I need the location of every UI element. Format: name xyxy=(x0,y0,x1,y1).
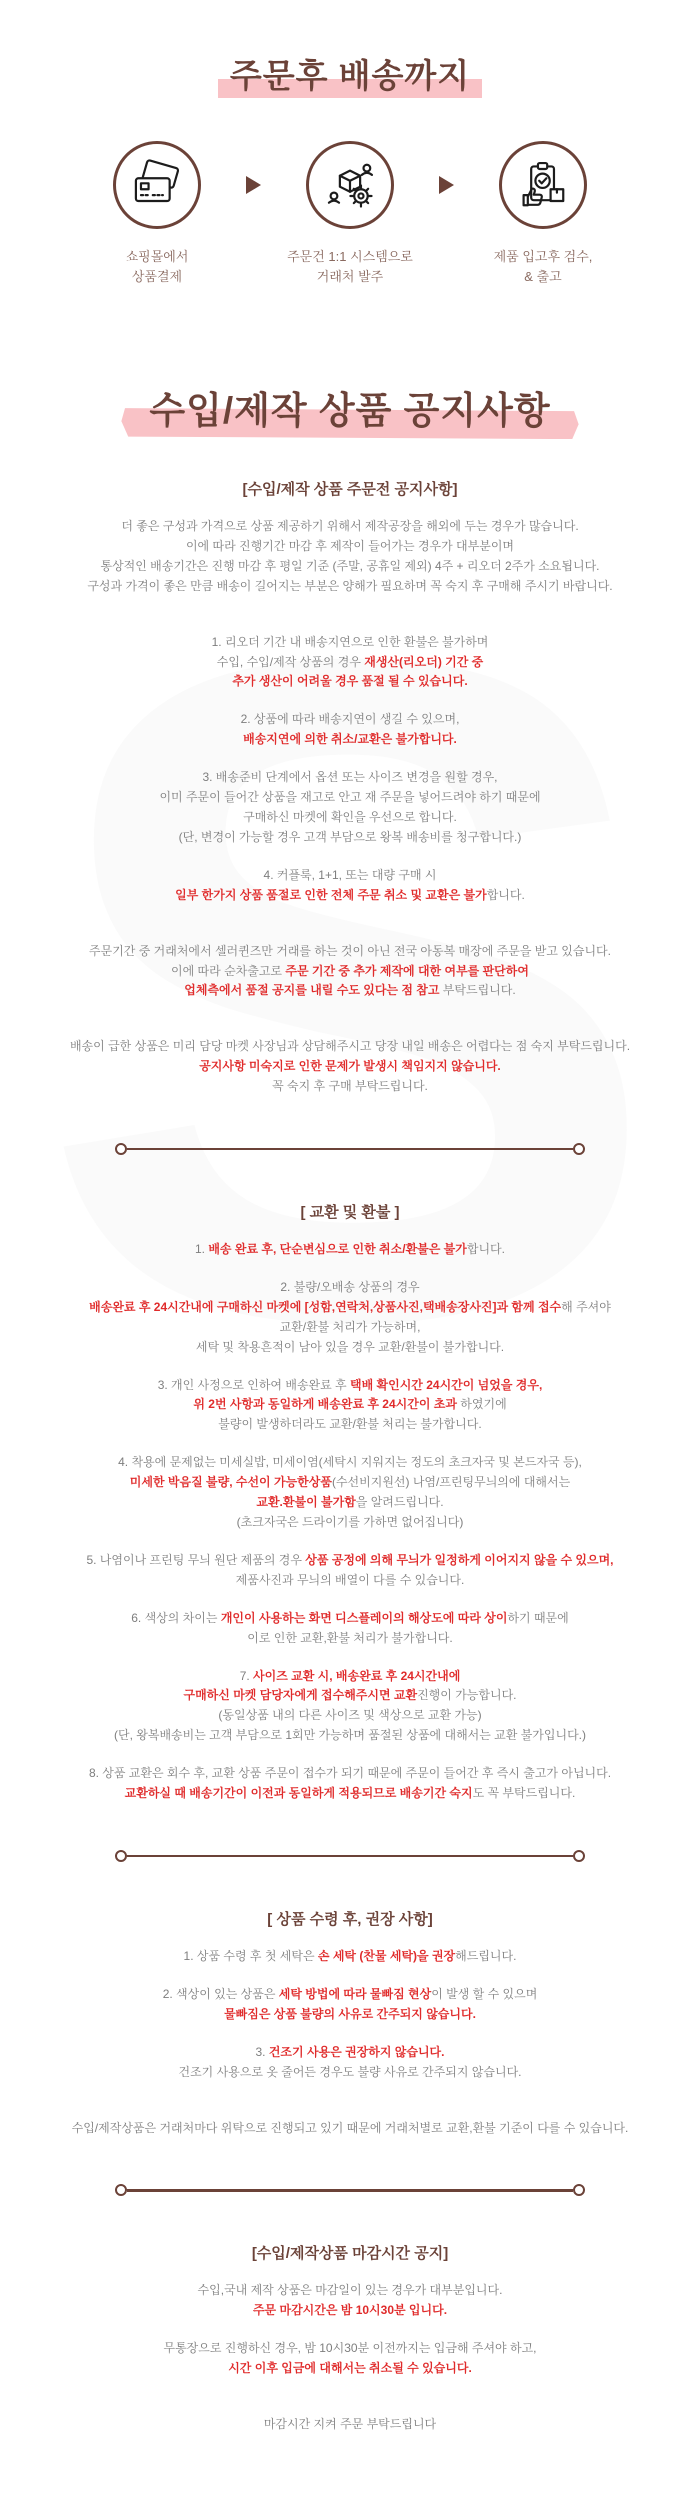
text-line xyxy=(18,1240,682,1260)
text-line xyxy=(18,1376,682,1396)
notice-paragraph xyxy=(18,2339,682,2379)
highlighted-text: 사이즈 교환 시, 배송완료 후 24시간내에 xyxy=(253,1668,461,1683)
order-process-flow xyxy=(0,141,700,286)
text-line xyxy=(18,1493,682,1513)
highlighted-text: 배송 완료 후, 단순변심으로 인한 취소/환불은 불가 xyxy=(208,1242,467,1257)
text-line xyxy=(18,577,682,597)
text-line xyxy=(18,788,682,808)
text-line xyxy=(18,1473,682,1493)
highlighted-text: 택배 확인시간 24시간이 넘었을 경우, xyxy=(350,1377,543,1392)
highlighted-text: 추가 생산이 어려울 경우 품절 될 수 있습니다. xyxy=(232,674,468,689)
divider-rule xyxy=(127,1855,573,1858)
divider-dot xyxy=(115,1143,127,1155)
body-text: 부탁드립니다. xyxy=(439,983,516,998)
body-text: 3. 개인 사정으로 인하여 배송완료 후 xyxy=(157,1377,350,1392)
notice-paragraph xyxy=(18,1453,682,1533)
text-line xyxy=(18,1551,682,1571)
text-line xyxy=(18,2063,682,2083)
text-line xyxy=(18,2359,682,2379)
notice-sections xyxy=(0,478,700,2493)
body-text: 해드립니다. xyxy=(455,1948,517,1963)
section-divider xyxy=(115,1143,585,1155)
body-text: 무통장으로 진행하신 경우, 밤 10시30분 이전까지는 입금해 주셔야 하고, xyxy=(163,2341,537,2356)
body-text: 진행이 가능합니다. xyxy=(417,1688,517,1703)
divider-dot xyxy=(115,2184,127,2196)
text-line xyxy=(18,653,682,673)
text-line xyxy=(18,710,682,730)
body-text: (동일상품 내의 다른 사이즈 및 색상으로 교환 가능) xyxy=(218,1708,482,1723)
body-text: 주문기간 중 거래처에서 셀러퀸즈만 거래를 하는 것이 아닌 전국 아동복 매장에 주문을 받고 있습니다. xyxy=(89,943,611,958)
highlighted-text: 일부 한가지 상품 품절로 인한 전체 주문 취소 및 교환은 불가 xyxy=(175,887,487,902)
body-text: (단, 왕복배송비는 고객 부담으로 1회만 가능하며 품절된 상품에 대해서는 교환 불가입니다.) xyxy=(114,1728,586,1743)
highlighted-text: 재생산(리오더) 기간 중 xyxy=(364,654,484,669)
body-text: 합니다. xyxy=(486,887,525,902)
body-text: 교환/환불 처리가 가능하며, xyxy=(279,1319,421,1334)
highlighted-text: 손 세탁 (찬물 세탁)을 권장 xyxy=(317,1948,456,1963)
text-line xyxy=(18,1338,682,1358)
text-line xyxy=(18,2281,682,2301)
notice-paragraph xyxy=(18,1278,682,1358)
text-line xyxy=(18,942,682,962)
body-text: 을 알려드립니다. xyxy=(355,1495,444,1510)
flow-arrow-icon xyxy=(246,176,261,194)
step-label xyxy=(494,247,593,286)
step-label xyxy=(126,247,189,286)
highlighted-text: 교환.환불이 불가함 xyxy=(256,1495,356,1510)
body-text: 2. 불량/오배송 상품의 경우 xyxy=(280,1279,420,1294)
step-circle xyxy=(113,141,201,229)
highlighted-text: 배송완료 후 24시간내에 구매하신 마켓에 [성함,연락처,상품사진,택배송장사진]과 함께 접수 xyxy=(89,1299,562,1314)
notice-paragraph xyxy=(18,1985,682,2025)
step-label-line: 쇼핑몰에서 xyxy=(125,249,189,264)
section-divider xyxy=(115,2184,585,2196)
notice-paragraph xyxy=(18,1551,682,1591)
highlighted-text: 물빠짐은 상품 불량의 사유로 간주되지 않습니다. xyxy=(224,2006,476,2021)
body-text: (수선비지원선) 나염/프린팅무늬의에 대해서는 xyxy=(331,1475,571,1490)
body-text: 합니다. xyxy=(466,1242,505,1257)
text-line xyxy=(18,1278,682,1298)
text-line xyxy=(18,2301,682,2321)
highlighted-text: 공지사항 미숙지로 인한 문제가 발생시 책임지지 않습니다. xyxy=(199,1059,501,1074)
step-circle xyxy=(306,141,394,229)
body-text: 구매하신 마켓에 확인을 우선으로 합니다. xyxy=(243,809,457,824)
body-text: 통상적인 배송기간은 진행 마감 후 평일 기준 (주말, 공휴일 제외) 4주 + 리오더 2주가 소요됩니다. xyxy=(100,558,600,573)
text-line xyxy=(18,981,682,1001)
text-line xyxy=(18,828,682,848)
body-text: 수입, 수입/제작 상품의 경우 xyxy=(216,654,365,669)
text-line xyxy=(18,1609,682,1629)
flow-step-payment xyxy=(68,141,246,286)
body-text: 8. 상품 교환은 회수 후, 교환 상품 주문이 접수가 되기 때문에 주문이 들어간 후 즉시 출고가 아닙니다. xyxy=(88,1766,612,1781)
flow-step-order-system xyxy=(261,141,439,286)
section-heading: [ 상품 수령 후, 권장 사항] xyxy=(267,1910,433,1928)
highlighted-text: 상품 공정에 의해 무늬가 일정하게 이어지지 않을 수 있으며, xyxy=(305,1552,614,1567)
notice-paragraph xyxy=(18,1240,682,1260)
body-text: 마감시간 지켜 주문 부탁드립니다 xyxy=(263,2417,437,2432)
text-line xyxy=(18,1947,682,1967)
text-line xyxy=(18,962,682,982)
body-text: 이로 인한 교환,환불 처리가 불가합니다. xyxy=(247,1630,453,1645)
text-line xyxy=(18,2119,682,2139)
text-line xyxy=(18,1298,682,1318)
body-text: 4. 착용에 문제없는 미세실밥, 미세이염(세탁시 지워지는 정도의 초크자국 및 본드자국 등), xyxy=(118,1455,582,1470)
highlighted-text: 미세한 박음질 불량, 수선이 가능한상품 xyxy=(129,1475,332,1490)
text-line xyxy=(18,1395,682,1415)
body-text: 하기 때문에 xyxy=(507,1610,569,1625)
highlighted-text: 시간 이후 입금에 대해서는 취소될 수 있습니다. xyxy=(228,2361,472,2376)
body-text: 이미 주문이 들어간 상품을 재고로 안고 재 주문을 넣어드려야 하기 때문에 xyxy=(159,790,541,805)
text-line xyxy=(18,730,682,750)
notice-paragraph xyxy=(18,710,682,750)
text-line xyxy=(18,866,682,886)
highlighted-text: 교환하실 때 배송기간이 이전과 동일하게 적용되므로 배송기간 숙지 xyxy=(124,1786,473,1801)
notice-paragraph xyxy=(18,517,682,597)
flow-title xyxy=(218,50,482,97)
flow-step-inspection xyxy=(454,141,632,286)
text-line xyxy=(18,633,682,653)
notice-paragraph xyxy=(18,633,682,693)
text-line xyxy=(18,1037,682,1057)
text-line xyxy=(18,808,682,828)
notice-paragraph xyxy=(18,1764,682,1804)
text-line xyxy=(18,1764,682,1784)
highlighted-text: 구매하신 마켓 담당자에게 접수해주시면 교환 xyxy=(183,1688,418,1703)
divider-dot xyxy=(115,1850,127,1862)
body-text: 구성과 가격이 좋은 만큼 배송이 길어지는 부분은 양해가 필요하며 꼭 숙지 후 구매해 주시기 바랍니다. xyxy=(87,578,613,593)
body-text: 건조기 사용으로 옷 줄어든 경우도 불량 사유로 간주되지 않습니다. xyxy=(178,2064,522,2079)
credit-cards-icon xyxy=(130,158,184,212)
body-text: 이에 따라 순차출고로 xyxy=(171,963,286,978)
highlighted-text: 위 2번 사항과 동일하게 배송완료 후 24시간이 초과 xyxy=(193,1397,457,1412)
step-circle xyxy=(499,141,587,229)
step-label-line: 주문건 1:1 시스템으로 xyxy=(287,249,413,264)
notice-title-wrap xyxy=(0,380,700,434)
section-divider xyxy=(115,1850,585,1862)
order-system-icon xyxy=(323,158,377,212)
text-line xyxy=(18,1077,682,1097)
body-text: 1. 리오더 기간 내 배송지연으로 인한 환불은 불가하며 xyxy=(211,634,489,649)
text-line xyxy=(18,1667,682,1687)
section-heading: [ 교환 및 환불 ] xyxy=(300,1204,400,1222)
notice-paragraph xyxy=(18,1667,682,1747)
body-text: 수입,국내 제작 상품은 마감일이 있는 경우가 대부분입니다. xyxy=(197,2283,503,2298)
step-label-line: & 출고 xyxy=(524,268,562,284)
text-line xyxy=(18,1686,682,1706)
notice-paragraph xyxy=(18,1037,682,1097)
body-text: 3. 배송준비 단계에서 옵션 또는 사이즈 변경을 원할 경우, xyxy=(202,770,498,785)
text-line xyxy=(18,1415,682,1435)
text-line xyxy=(18,768,682,788)
text-line xyxy=(18,1784,682,1804)
body-text: 제품사진과 무늬의 배열이 다를 수 있습니다. xyxy=(235,1572,465,1587)
step-label xyxy=(287,247,413,286)
notice-paragraph xyxy=(18,768,682,848)
body-text: 3. xyxy=(255,2044,269,2059)
highlighted-text: 주문 기간 중 추가 제작에 대한 여부를 판단하여 xyxy=(285,963,529,978)
body-text: 2. 색상이 있는 상품은 xyxy=(162,1986,279,2001)
divider-dot xyxy=(573,1850,585,1862)
notice-paragraph xyxy=(18,2043,682,2083)
step-label-line: 상품결제 xyxy=(131,268,183,284)
notice-paragraph xyxy=(18,2119,682,2139)
body-text: 도 꼭 부탁드립니다. xyxy=(472,1786,576,1801)
divider-dot xyxy=(573,2184,585,2196)
text-line xyxy=(18,557,682,577)
flow-title-text: 주문후 배송까지 xyxy=(218,57,482,98)
body-text: 불량이 발생하더라도 교환/환불 처리는 불가합니다. xyxy=(218,1417,482,1432)
notice-paragraph xyxy=(18,942,682,1002)
flow-arrow-icon xyxy=(439,176,454,194)
body-text: 해 주셔야 xyxy=(561,1299,611,1314)
body-text: 1. 상품 수령 후 첫 세탁은 xyxy=(183,1948,318,1963)
text-line xyxy=(18,1057,682,1077)
body-text: 6. 색상의 차이는 xyxy=(131,1610,221,1625)
body-text: 2. 상품에 따라 배송지연이 생길 수 있으며, xyxy=(240,712,460,727)
body-text: 4. 커플룩, 1+1, 또는 대량 구매 시 xyxy=(263,867,437,882)
body-text: 이 발생 할 수 있으며 xyxy=(431,1986,538,2001)
notice-paragraph xyxy=(18,1376,682,1436)
text-line xyxy=(18,1513,682,1533)
notice-paragraph xyxy=(18,2281,682,2321)
body-text: 꼭 숙지 후 구매 부탁드립니다. xyxy=(272,1079,428,1094)
notice-paragraph xyxy=(18,1609,682,1649)
text-line xyxy=(18,886,682,906)
notice-title xyxy=(141,380,558,434)
step-label-line: 거래처 발주 xyxy=(316,268,384,284)
text-line xyxy=(18,1629,682,1649)
text-line xyxy=(18,1726,682,1746)
divider-rule xyxy=(127,1148,573,1151)
text-line xyxy=(18,537,682,557)
notice-paragraph xyxy=(18,2415,682,2435)
text-line xyxy=(18,2339,682,2359)
divider-dot xyxy=(573,1143,585,1155)
section-heading: [수입/제작상품 마감시간 공지] xyxy=(251,2245,449,2263)
body-text: 7. xyxy=(239,1668,254,1683)
body-text: 이에 따라 진행기간 마감 후 제작이 들어가는 경우가 대부분이며 xyxy=(185,538,515,553)
highlighted-text: 주문 마감시간은 밤 10시30분 입니다. xyxy=(252,2303,448,2318)
text-line xyxy=(18,1453,682,1473)
notice-paragraph xyxy=(18,1947,682,1967)
body-text: 더 좋은 구성과 가격으로 상품 제공하기 위해서 제작공장을 해외에 두는 경우가 많습니다. xyxy=(121,519,579,533)
body-text: 배송이 급한 상품은 미리 담당 마켓 사장님과 상담해주시고 당장 내일 배송은 어렵다는 점 숙지 부탁드립니다. xyxy=(69,1039,631,1054)
text-line xyxy=(18,672,682,692)
text-line xyxy=(18,1985,682,2005)
highlighted-text: 세탁 방법에 따라 물빠짐 현상 xyxy=(278,1986,432,2001)
highlighted-text: 배송지연에 의한 취소/교환은 불가합니다. xyxy=(243,732,457,747)
body-text: 수입/제작상품은 거래처마다 위탁으로 진행되고 있기 때문에 거래처별로 교환,환불 기준이 다를 수 있습니다. xyxy=(71,2120,629,2135)
text-line xyxy=(18,1706,682,1726)
highlighted-text: 업체측에서 품절 공지를 내릴 수도 있다는 점 참고 xyxy=(184,983,440,998)
text-line xyxy=(18,2005,682,2025)
text-line xyxy=(18,517,682,537)
text-line xyxy=(18,1318,682,1338)
text-line xyxy=(18,2415,682,2435)
body-text: 5. 나염이나 프린팅 무늬 원단 제품의 경우 xyxy=(86,1552,306,1567)
highlighted-text: 개인이 사용하는 화면 디스플레이의 해상도에 따라 상이 xyxy=(220,1610,508,1625)
highlighted-text: 건조기 사용은 권장하지 않습니다. xyxy=(268,2044,445,2059)
text-line xyxy=(18,2043,682,2063)
receiving-inspection-icon xyxy=(516,158,570,212)
step-label-line: 제품 입고후 검수, xyxy=(493,249,593,264)
body-text: (초크자국은 드라이기를 가하면 없어집니다) xyxy=(236,1515,464,1529)
text-line xyxy=(18,1571,682,1591)
body-text: 1. xyxy=(195,1242,209,1257)
body-text: 세탁 및 착용흔적이 남아 있을 경우 교환/환불이 불가합니다. xyxy=(195,1339,505,1354)
notice-title-text: 수입/제작 상품 공지사항 xyxy=(149,390,551,431)
divider-rule xyxy=(127,2189,573,2192)
body-text: 하였기에 xyxy=(456,1397,507,1412)
notice-paragraph xyxy=(18,866,682,906)
body-text: (단, 변경이 가능할 경우 고객 부담으로 왕복 배송비를 청구합니다.) xyxy=(178,829,522,844)
section-heading: [수입/제작 상품 주문전 공지사항] xyxy=(242,481,458,498)
